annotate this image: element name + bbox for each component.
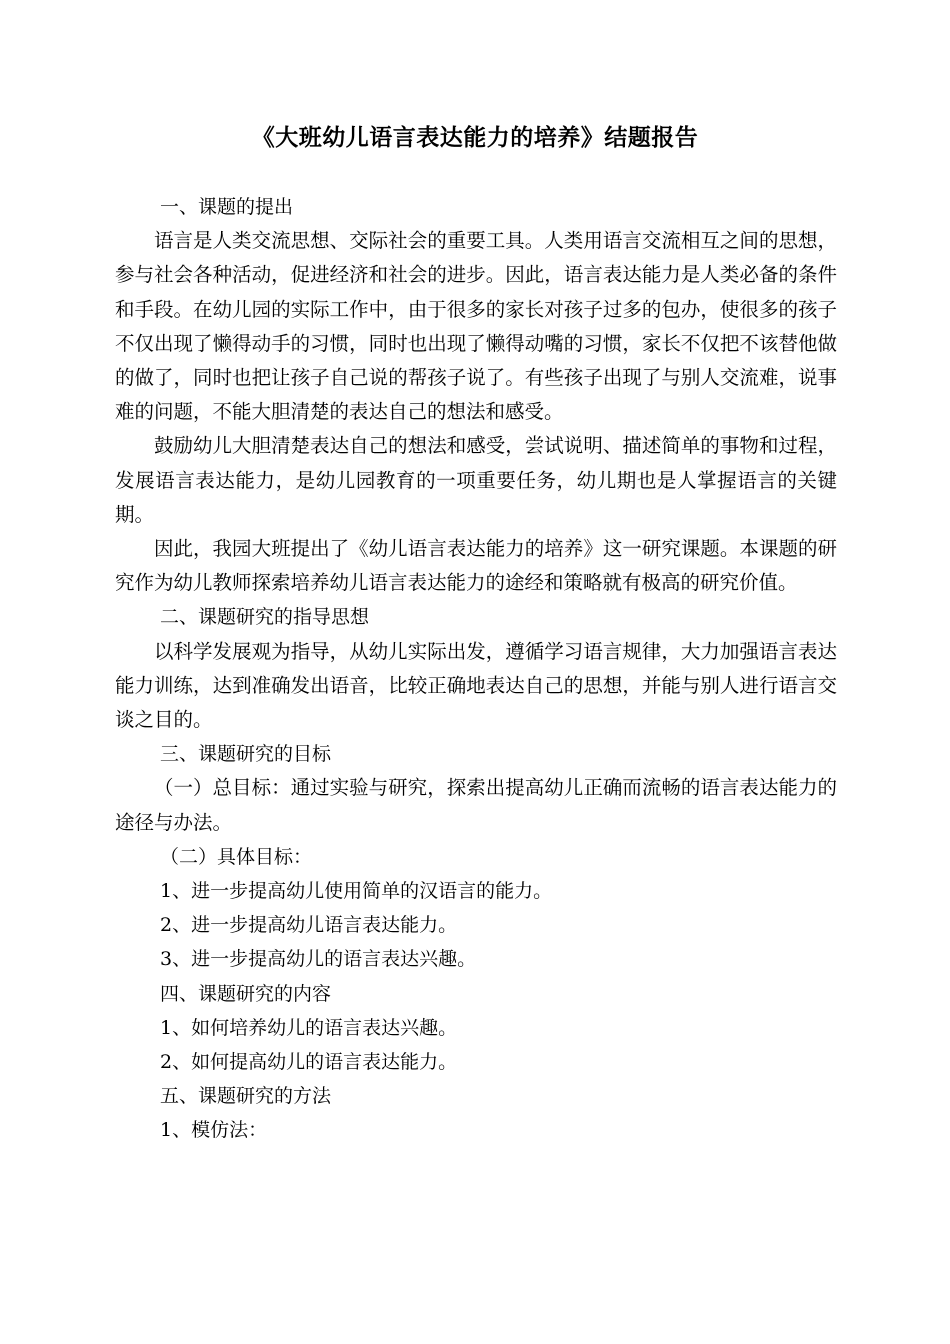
paragraph: 语言是人类交流思想、交际社会的重要工具。人类用语言交流相互之间的思想，参与社会各种活动，促进经济和社会的进步。因此，语言表达能力是人类必备的条件和手段。在幼儿园的实际工作中，由于很多的家长对孩子过多的包办，使很多的孩子不仅出现了懒得动手的习惯，同时也出现了懒得动嘴的习惯，家长不仅把不该替他做的做了，同时也把让孩子自己说的帮孩子说了。有些孩子出现了与别人交流难，说事难的问题，不能大胆清楚的表达自己的想法和感受。	[115, 229, 837, 424]
section-heading-5: 五、课题研究的方法	[160, 1085, 332, 1108]
section-heading-3: 三、课题研究的目标	[160, 743, 332, 766]
list-item: 1、模仿法：	[160, 1119, 268, 1142]
section-heading-4: 四、课题研究的内容	[160, 982, 332, 1005]
document-body	[115, 190, 837, 1148]
paragraph: 因此，我园大班提出了《幼儿语言表达能力的培养》这一研究课题。本课题的研究作为幼儿教师探索培养幼儿语言表达能力的途经和策略就有极高的研究价值。	[115, 537, 837, 595]
list-item: 3、进一步提高幼儿的语言表达兴趣。	[160, 948, 477, 971]
paragraph: 鼓励幼儿大胆清楚表达自己的想法和感受，尝试说明、描述简单的事物和过程，发展语言表达能力，是幼儿园教育的一项重要任务，幼儿期也是人掌握语言的关键期。	[115, 434, 837, 526]
sub-heading: （二）具体目标：	[160, 845, 313, 868]
list-item: 2、如何提高幼儿的语言表达能力。	[160, 1051, 458, 1074]
paragraph: 以科学发展观为指导，从幼儿实际出发，遵循学习语言规律，大力加强语言表达能力训练，达到准确发出语音，比较正确地表达自己的思想，并能与别人进行语言交谈之目的。	[115, 639, 837, 732]
paragraph: （一）总目标：通过实验与研究，探索出提高幼儿正确而流畅的语言表达能力的途径与办法。	[115, 776, 837, 834]
list-item: 1、进一步提高幼儿使用简单的汉语言的能力。	[160, 880, 553, 903]
list-item: 2、进一步提高幼儿语言表达能力。	[160, 914, 458, 937]
document-title: 《大班幼儿语言表达能力的培养》结题报告	[251, 124, 699, 151]
section-heading-2: 二、课题研究的指导思想	[160, 606, 370, 629]
list-item: 1、如何培养幼儿的语言表达兴趣。	[160, 1016, 458, 1039]
section-heading-1: 一、课题的提出	[160, 196, 294, 218]
